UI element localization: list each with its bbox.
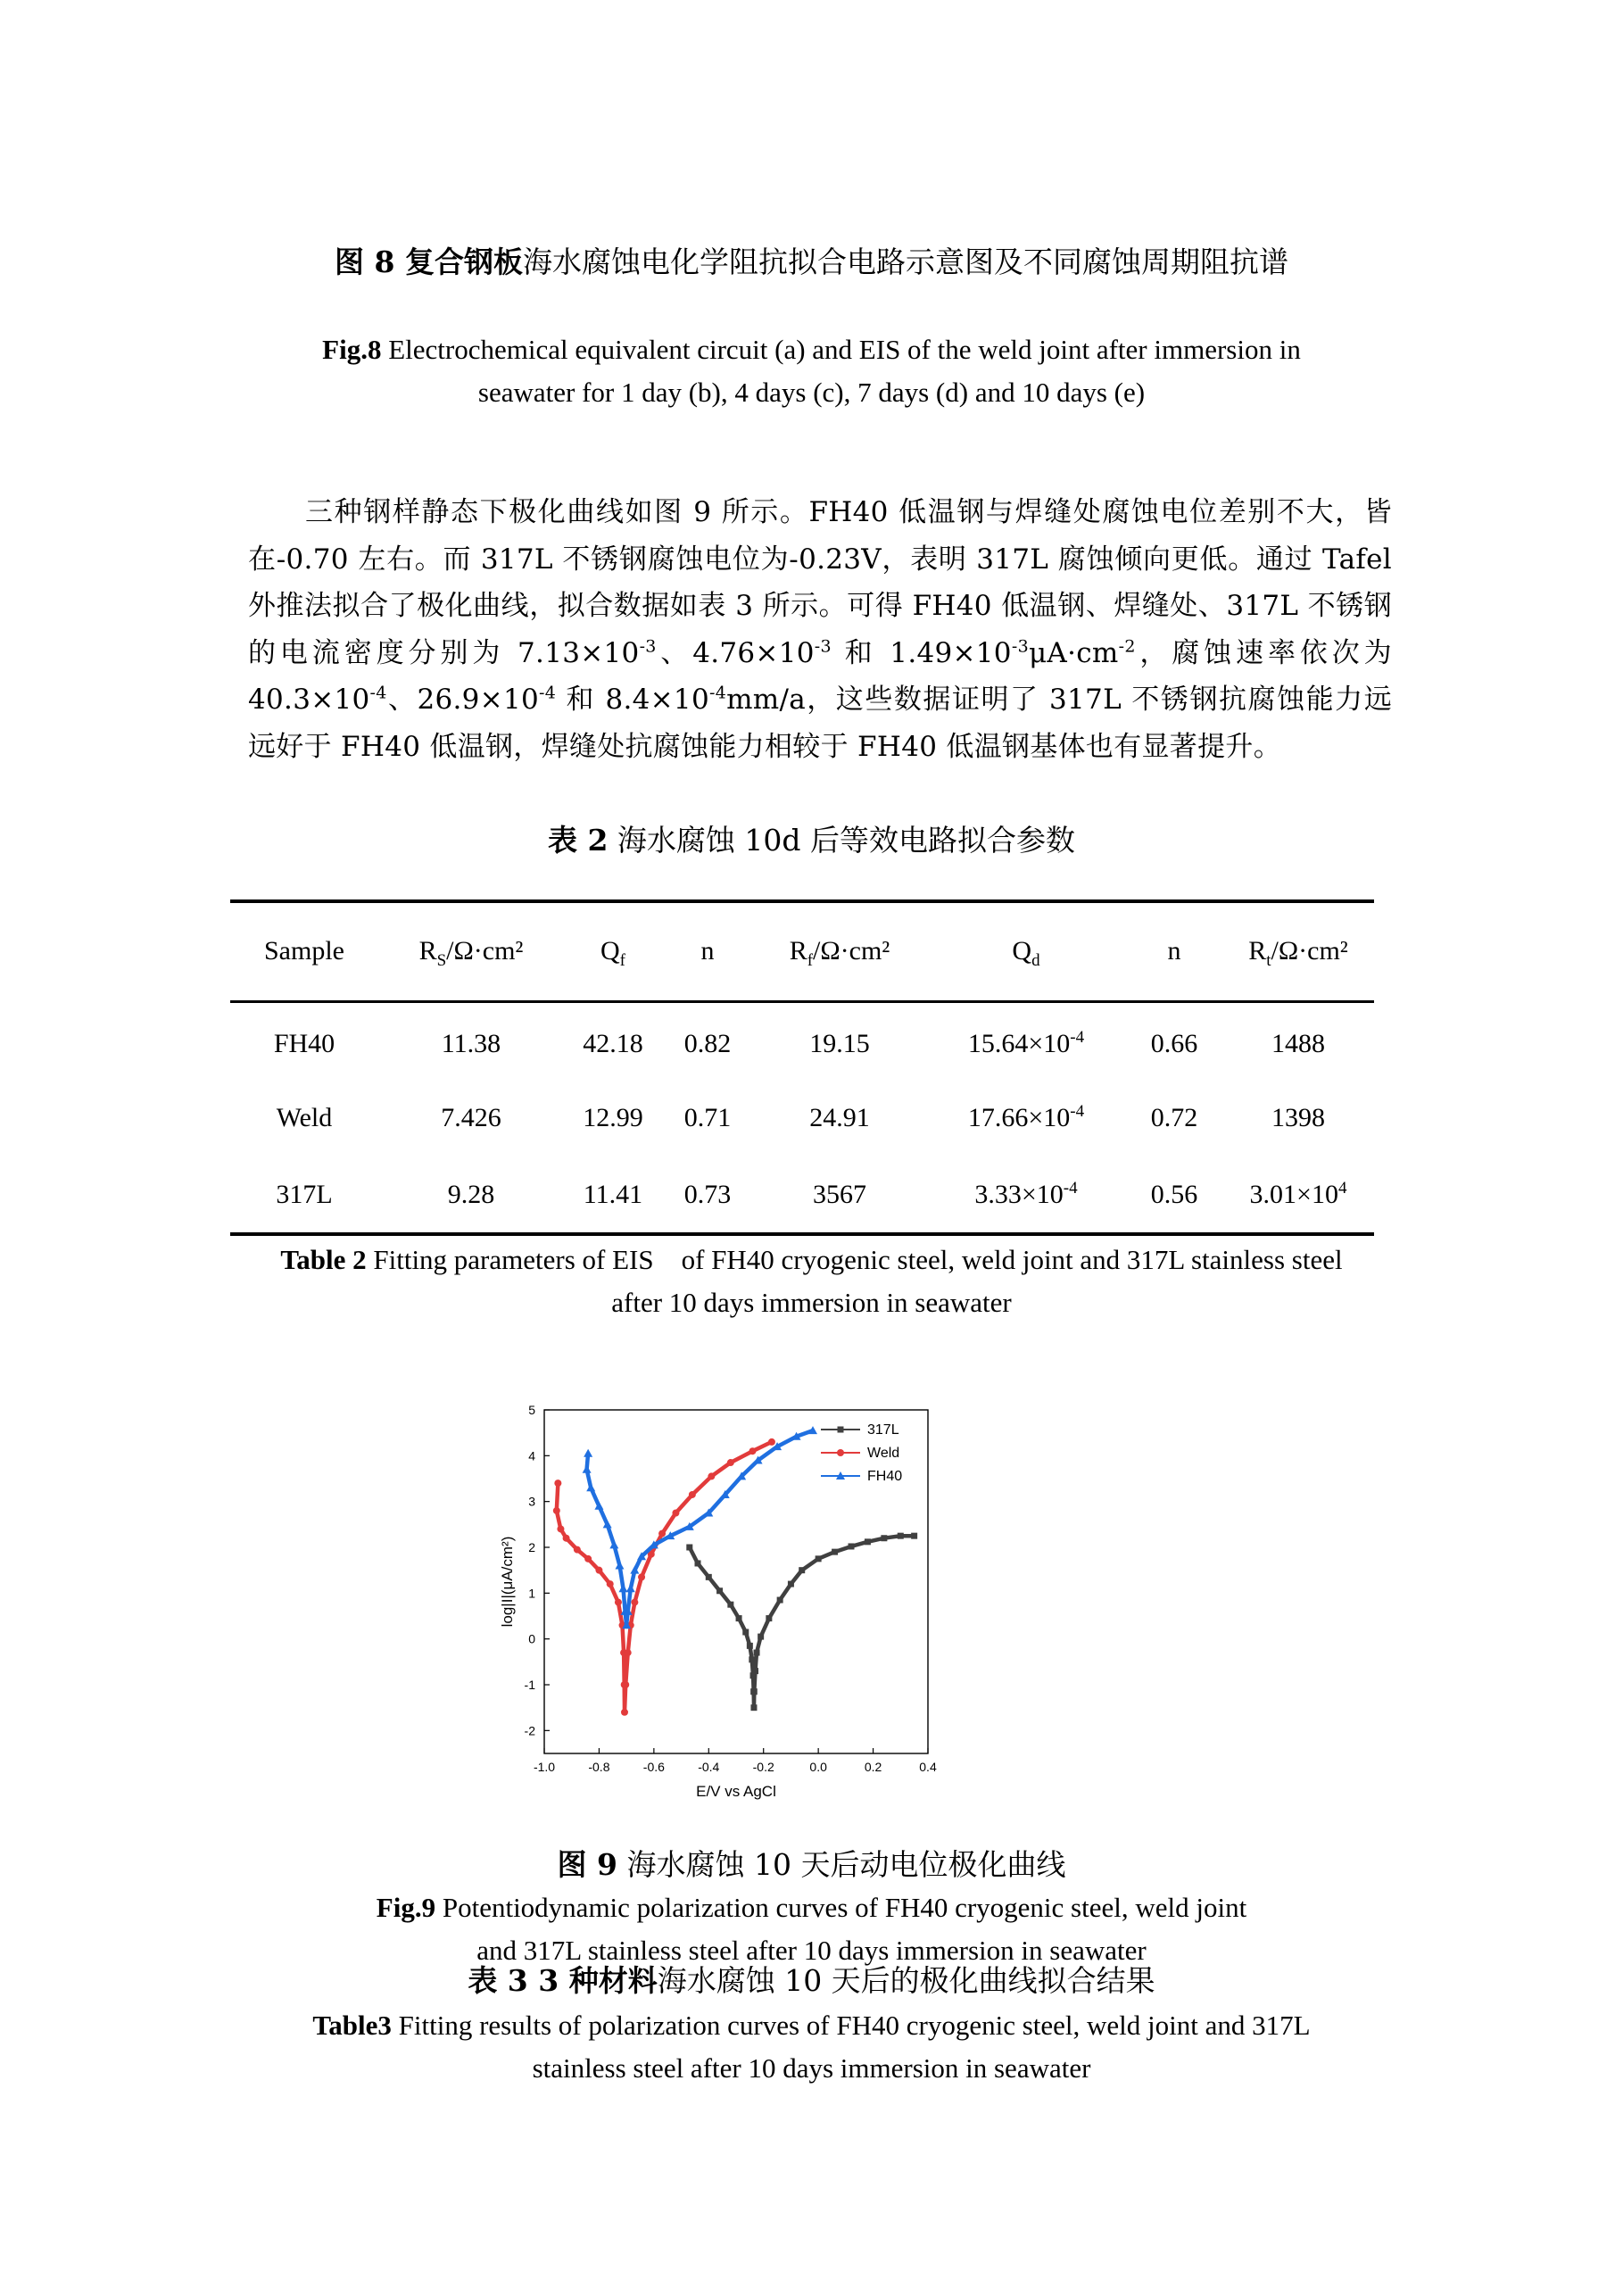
data-point-317l [881,1535,887,1541]
table2-title [0,819,1623,862]
table2-caption-label: Table 2 [280,1244,367,1275]
cell-rs: 9.28 [447,1179,495,1209]
fig8-label-cn: 图 8 复合钢板 [335,245,523,279]
polarization-chart [491,1397,964,1807]
data-point-weld [672,1510,679,1517]
data-point-317l [816,1555,822,1562]
cell-sample: FH40 [273,1029,335,1059]
table2 [230,899,1374,1236]
x-tick-label: 0.0 [809,1760,827,1774]
data-point-weld [574,1546,581,1554]
data-point-317l [706,1574,712,1580]
table3-label-cn: 表 3 3 种材料 [468,1963,658,1998]
series-317l [686,1533,917,1712]
cell-sample: 317L [276,1179,333,1209]
cell-qf: 11.41 [583,1179,643,1209]
chart-series [553,1426,917,1716]
data-point-weld [615,1599,622,1606]
data-point-317l [742,1629,749,1635]
table3-title-cn: 海水腐蚀 10 天后的极化曲线拟合结果 [657,1963,1155,1998]
cell-sample: Weld [276,1102,333,1132]
data-point-317l [898,1533,904,1539]
data-point-317l [727,1602,733,1608]
y-tick-label: 3 [528,1494,535,1509]
cell-rf: 3567 [813,1179,866,1209]
fig9-caption-en-line2: and 317L stainless steel after 10 days immersion in seawater [476,1935,1147,1966]
x-tick-label: -0.4 [698,1760,720,1774]
data-point-317l [766,1615,772,1621]
para-seg-1: 三种钢样静态下极化曲线如图 9 所示。FH40 低温钢与焊缝处腐蚀电位差别不大，皆在-0.70 左右。而 317L 不锈钢腐蚀电位为-0.23V，表明 317L 腐蚀倾向更低。通过 Tafel 外推法拟合了极化曲线，拟合数据如表 3 所示。可得 FH40 低温钢、焊缝处、317L 不锈钢的电流密度分别为 7.13×10 [248,496,1392,669]
fig9-caption-cn [0,1844,1623,1886]
series-weld [553,1438,775,1716]
data-point-weld [553,1507,560,1514]
para-exp-4: -2 [1118,636,1136,657]
data-point-317l [758,1634,764,1640]
data-point-317l [777,1597,783,1604]
table-row [230,1079,1374,1156]
data-point-weld [631,1599,638,1606]
data-point-317l [754,1650,760,1656]
data-point-317l [716,1587,723,1594]
x-tick-label: 0.4 [919,1760,937,1774]
para-exp-6: -4 [539,683,557,703]
table2-caption-line1: Fitting parameters of EIS of FH40 cryogenic steel, weld joint and 317L stainless steel [366,1244,1343,1275]
para-seg-8: mm/a，这些数据证明了 317L 不锈钢抗腐蚀能力远远好于 FH40 低温钢，焊缝处抗腐蚀能力相较于 FH40 低温钢基体也有显著提升。 [248,684,1392,763]
fig9-label-en: Fig.9 [376,1892,436,1923]
fig8-caption-en-line1: Electrochemical equivalent circuit (a) and EIS of the weld joint after immersion in [381,334,1301,365]
cell-rt: 1398 [1271,1102,1325,1132]
data-point-317l [751,1688,758,1695]
y-tick-label: 1 [528,1586,535,1601]
cell-qf: 42.18 [583,1029,643,1059]
y-tick-label: -2 [524,1723,535,1738]
data-point-weld [621,1709,628,1716]
y-tick-label: -1 [524,1678,535,1692]
cell-rf: 24.91 [809,1102,870,1132]
table2-label: 表 2 [547,823,609,858]
chart-axes [499,1403,937,1800]
table-row [230,1001,1374,1079]
data-point-weld [638,1573,645,1580]
header-qd: $Q_d$ [1012,936,1040,971]
data-point-317l [736,1615,742,1621]
legend-marker-317l [838,1427,844,1433]
para-exp-1: -3 [639,636,657,657]
cell-qd: $3.33\times 10^{-4}$ [974,1178,1078,1209]
data-point-weld [554,1480,561,1487]
data-point-317l [750,1704,757,1711]
x-tick-label: -0.8 [588,1760,610,1774]
para-exp-2: -3 [814,636,832,657]
table2-caption-line2: after 10 days immersion in seawater [611,1287,1012,1318]
x-tick-label: 0.2 [864,1760,882,1774]
para-seg-2: 、4.76×10 [656,636,815,669]
y-tick-label: 2 [528,1540,535,1554]
data-point-fh40 [586,1483,595,1491]
header-rf: $R_f/\Omega\cdot cm^2$ [789,936,890,971]
para-exp-7: -4 [708,683,727,703]
data-point-fh40 [618,1584,627,1592]
cell-n1: 0.71 [683,1102,732,1132]
legend-label-weld: Weld [867,1446,900,1461]
fig8-caption-en-line2: seawater for 1 day (b), 4 days (c), 7 days (d) and 10 days (e) [477,377,1146,408]
para-seg-5: ，腐蚀速率依次为 40.3×10 [248,636,1392,716]
body-paragraph [248,489,1392,770]
data-point-317l [749,1656,755,1662]
table2-title-text: 海水腐蚀 10d 后等效电路拟合参数 [608,823,1076,858]
cell-qf: 12.99 [583,1102,643,1132]
cell-qd: $15.64\times 10^{-4}$ [967,1028,1085,1059]
data-point-317l [799,1567,805,1573]
header-qf: $Q_f$ [600,936,625,971]
data-point-weld [768,1438,775,1446]
data-point-fh40 [584,1449,592,1457]
header-sample: Sample [264,936,344,966]
data-point-weld [607,1580,614,1587]
table3-caption-en-line2: stainless steel after 10 days immersion in seawater [532,2052,1091,2084]
cell-n2: 0.66 [1150,1029,1198,1059]
table3-caption-en-line1: Fitting results of polarization curves of FH40 cryogenic steel, weld joint and 317L [391,2010,1311,2041]
table3-label-en: Table3 [312,2010,392,2041]
legend-label-fh40: FH40 [867,1469,903,1484]
series-line-317l [690,1536,915,1708]
data-point-weld [689,1491,696,1498]
table2-header-row [230,901,1374,1001]
x-axis-label: E/V vs AgCl [696,1783,776,1800]
header-rs: $R_S/\Omega\cdot cm^2$ [418,936,524,971]
table3-caption-cn [0,1960,1623,2002]
data-point-weld [563,1535,570,1542]
data-point-317l [911,1533,917,1539]
cell-rs: 7.426 [441,1102,501,1132]
data-point-weld [584,1555,592,1562]
data-point-weld [658,1530,666,1538]
paragraph-text [248,489,1392,770]
fig9-title-cn: 海水腐蚀 10 天后动电位极化曲线 [617,1847,1066,1882]
data-point-weld [749,1447,756,1455]
para-seg-6: 、26.9×10 [386,684,539,716]
data-point-317l [849,1543,855,1549]
chart-legend [821,1422,902,1484]
data-point-weld [708,1472,715,1480]
cell-n2: 0.72 [1150,1102,1198,1132]
cell-n1: 0.73 [683,1179,732,1209]
cell-rs: 11.38 [441,1029,501,1059]
data-point-weld [595,1567,602,1574]
fig8-caption-cn [0,241,1623,284]
series-line-fh40 [587,1430,813,1625]
legend-marker-weld [837,1449,844,1456]
y-tick-label: 0 [528,1631,535,1646]
data-point-weld [727,1459,734,1466]
data-point-fh40 [583,1465,592,1473]
table3-caption-en [0,2004,1623,2090]
data-point-317l [832,1549,838,1555]
cell-n1: 0.82 [683,1029,732,1059]
y-tick-label: 5 [528,1403,535,1417]
cell-n2: 0.56 [1150,1179,1198,1209]
header-n1: n [700,936,715,966]
para-exp-5: -4 [369,683,387,703]
data-point-317l [752,1668,758,1674]
para-seg-7: 和 8.4×10 [556,684,709,716]
fig9-caption-en-line1: Potentiodynamic polarization curves of FH40 cryogenic steel, weld joint [435,1892,1247,1923]
para-seg-3: 和 1.49×10 [831,636,1012,669]
para-exp-3: -3 [1011,636,1029,657]
data-point-fh40 [626,1584,635,1592]
data-point-fh40 [615,1562,624,1570]
header-rt: $R_t/\Omega\cdot cm^2$ [1248,936,1348,971]
legend-label-317l: 317L [867,1422,899,1438]
y-axis-label: log|I|(μA/cm²) [499,1536,516,1628]
data-point-317l [695,1560,701,1566]
cell-rt: 1488 [1271,1029,1325,1059]
cell-qd: $17.66\times 10^{-4}$ [967,1101,1085,1132]
cell-rt: $3.01\times 10^4$ [1249,1178,1347,1209]
data-point-317l [747,1643,753,1649]
x-tick-label: -0.2 [752,1760,774,1774]
cell-rf: 19.15 [809,1029,870,1059]
fig8-label-en: Fig.8 [322,334,382,365]
data-point-weld [625,1649,632,1656]
data-point-weld [557,1525,564,1532]
fig8-title-cn: 海水腐蚀电化学阻抗拟合电路示意图及不同腐蚀周期阻抗谱 [522,245,1288,279]
header-n2: n [1167,936,1181,966]
x-tick-label: -1.0 [533,1760,556,1774]
data-point-317l [865,1538,871,1545]
data-point-317l [788,1581,794,1587]
fig9-label-cn: 图 9 [557,1847,617,1882]
table2-caption-en [0,1239,1623,1324]
table-row [230,1156,1374,1234]
data-point-317l [686,1545,692,1551]
para-seg-4: μA·cm [1028,636,1119,669]
data-point-weld [622,1681,629,1688]
y-tick-label: 4 [528,1448,535,1463]
fig8-caption-en [0,328,1623,414]
x-tick-label: -0.6 [642,1760,665,1774]
